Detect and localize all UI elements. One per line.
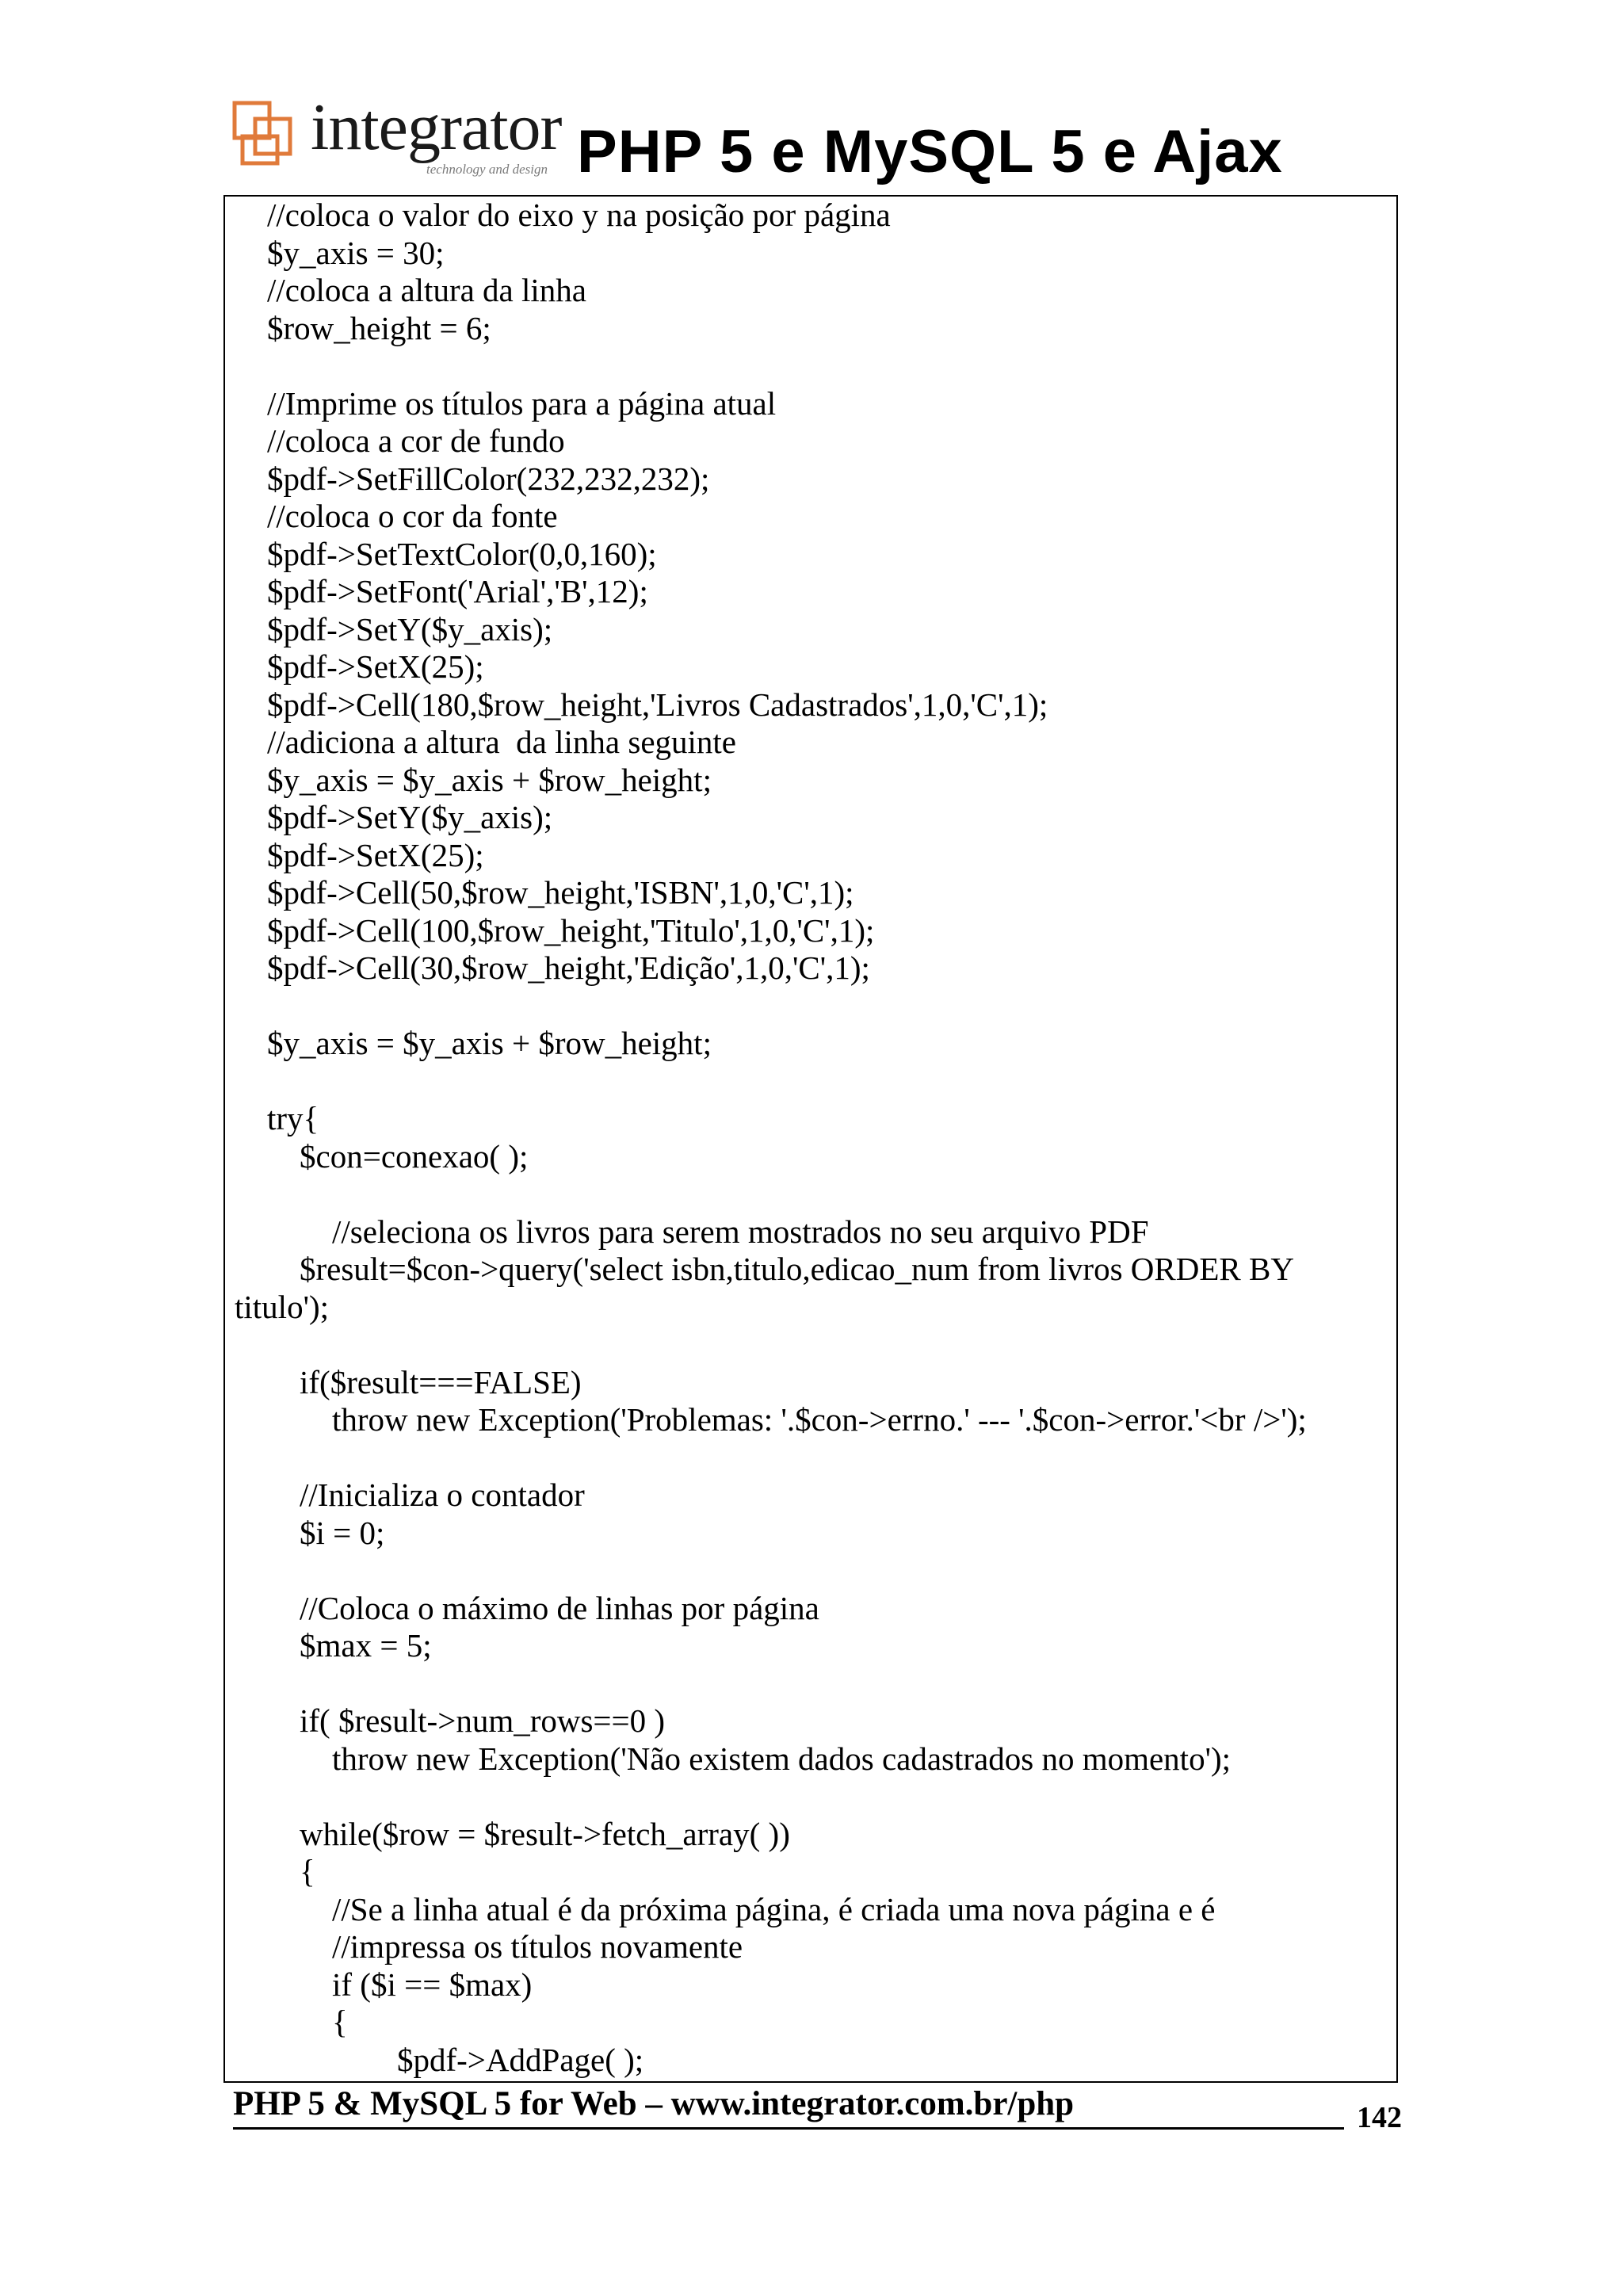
code-line: throw new Exception('Não existem dados cadastrados no momento'); <box>235 1740 1232 1777</box>
code-line: { <box>235 1853 315 1889</box>
code-line: //Coloca o máximo de linhas por página <box>235 1589 819 1626</box>
code-line: $pdf->SetTextColor(0,0,160); <box>235 535 657 572</box>
code-line: throw new Exception('Problemas: '.$con->errno.' --- '.$con->error.'<br />'); <box>235 1401 1307 1438</box>
code-line: $max = 5; <box>235 1627 432 1664</box>
footer-rule <box>233 2127 1344 2130</box>
code-line: $result=$con->query('select isbn,titulo,edicao_num from livros ORDER BY <box>235 1251 1294 1287</box>
code-line: $pdf->Cell(100,$row_height,'Titulo',1,0,'C',1); <box>235 911 875 949</box>
code-line: $i = 0; <box>235 1514 385 1551</box>
code-line: $pdf->SetX(25); <box>235 836 484 873</box>
code-line: if($result===FALSE) <box>235 1363 582 1400</box>
code-line: //coloca o valor do eixo y na posição por página <box>235 197 891 233</box>
code-line: //Imprime os títulos para a página atual <box>235 384 777 422</box>
code-line: //coloca a altura da linha <box>235 272 586 308</box>
integrator-logo <box>231 90 562 181</box>
code-line: $pdf->SetY($y_axis); <box>235 610 553 648</box>
code-line: try{ <box>235 1100 319 1137</box>
page-number: 142 <box>1357 2101 1402 2134</box>
code-line: $pdf->Cell(50,$row_height,'ISBN',1,0,'C',1); <box>235 874 854 911</box>
code-line: if ($i == $max) <box>235 1966 533 2003</box>
code-listing-box <box>223 195 1398 2083</box>
code-line: //adiciona a altura da linha seguinte <box>235 724 736 760</box>
code-line: //seleciona os livros para serem mostrados no seu arquivo PDF <box>235 1213 1149 1250</box>
logo-squares-icon <box>231 100 301 170</box>
code-line: { <box>235 2004 348 2040</box>
code-line: //coloca o cor da fonte <box>235 498 558 534</box>
code-line: $pdf->Cell(180,$row_height,'Livros Cadastrados',1,0,'C',1); <box>235 686 1048 723</box>
code-line: $pdf->AddPage( ); <box>235 2041 644 2078</box>
code-line: while($row = $result->fetch_array( )) <box>235 1815 790 1852</box>
code-line: $pdf->SetFillColor(232,232,232); <box>235 460 710 497</box>
code-line: $pdf->Cell(30,$row_height,'Edição',1,0,'C',1); <box>235 949 870 986</box>
code-line: $pdf->SetY($y_axis); <box>235 799 553 835</box>
code-line: //Inicializa o contador <box>235 1477 585 1513</box>
logo-tagline: technology and design <box>426 162 548 177</box>
code-line: $con=conexao( ); <box>235 1137 529 1175</box>
code-line: if( $result->num_rows==0 ) <box>235 1702 666 1739</box>
page-title: PHP 5 e MySQL 5 e Ajax <box>577 118 1283 185</box>
code-line: $y_axis = $y_axis + $row_height; <box>235 1025 712 1061</box>
code-line: $y_axis = 30; <box>235 234 445 271</box>
code-line: $row_height = 6; <box>235 309 491 346</box>
footer-text: PHP 5 & MySQL 5 for Web – www.integrator.com.br/php <box>233 2085 1075 2122</box>
code-line: //Se a linha atual é da próxima página, é criada uma nova página e é <box>235 1890 1216 1927</box>
logo-wordmark: integrator <box>311 90 562 164</box>
code-line: //coloca a cor de fundo <box>235 422 565 459</box>
code-line: titulo'); <box>235 1288 329 1325</box>
code-line: $pdf->SetX(25); <box>235 648 484 685</box>
code-line: $pdf->SetFont('Arial','B',12); <box>235 573 648 609</box>
code-line: $y_axis = $y_axis + $row_height; <box>235 761 712 798</box>
code-line: //impressa os títulos novamente <box>235 1928 743 1965</box>
